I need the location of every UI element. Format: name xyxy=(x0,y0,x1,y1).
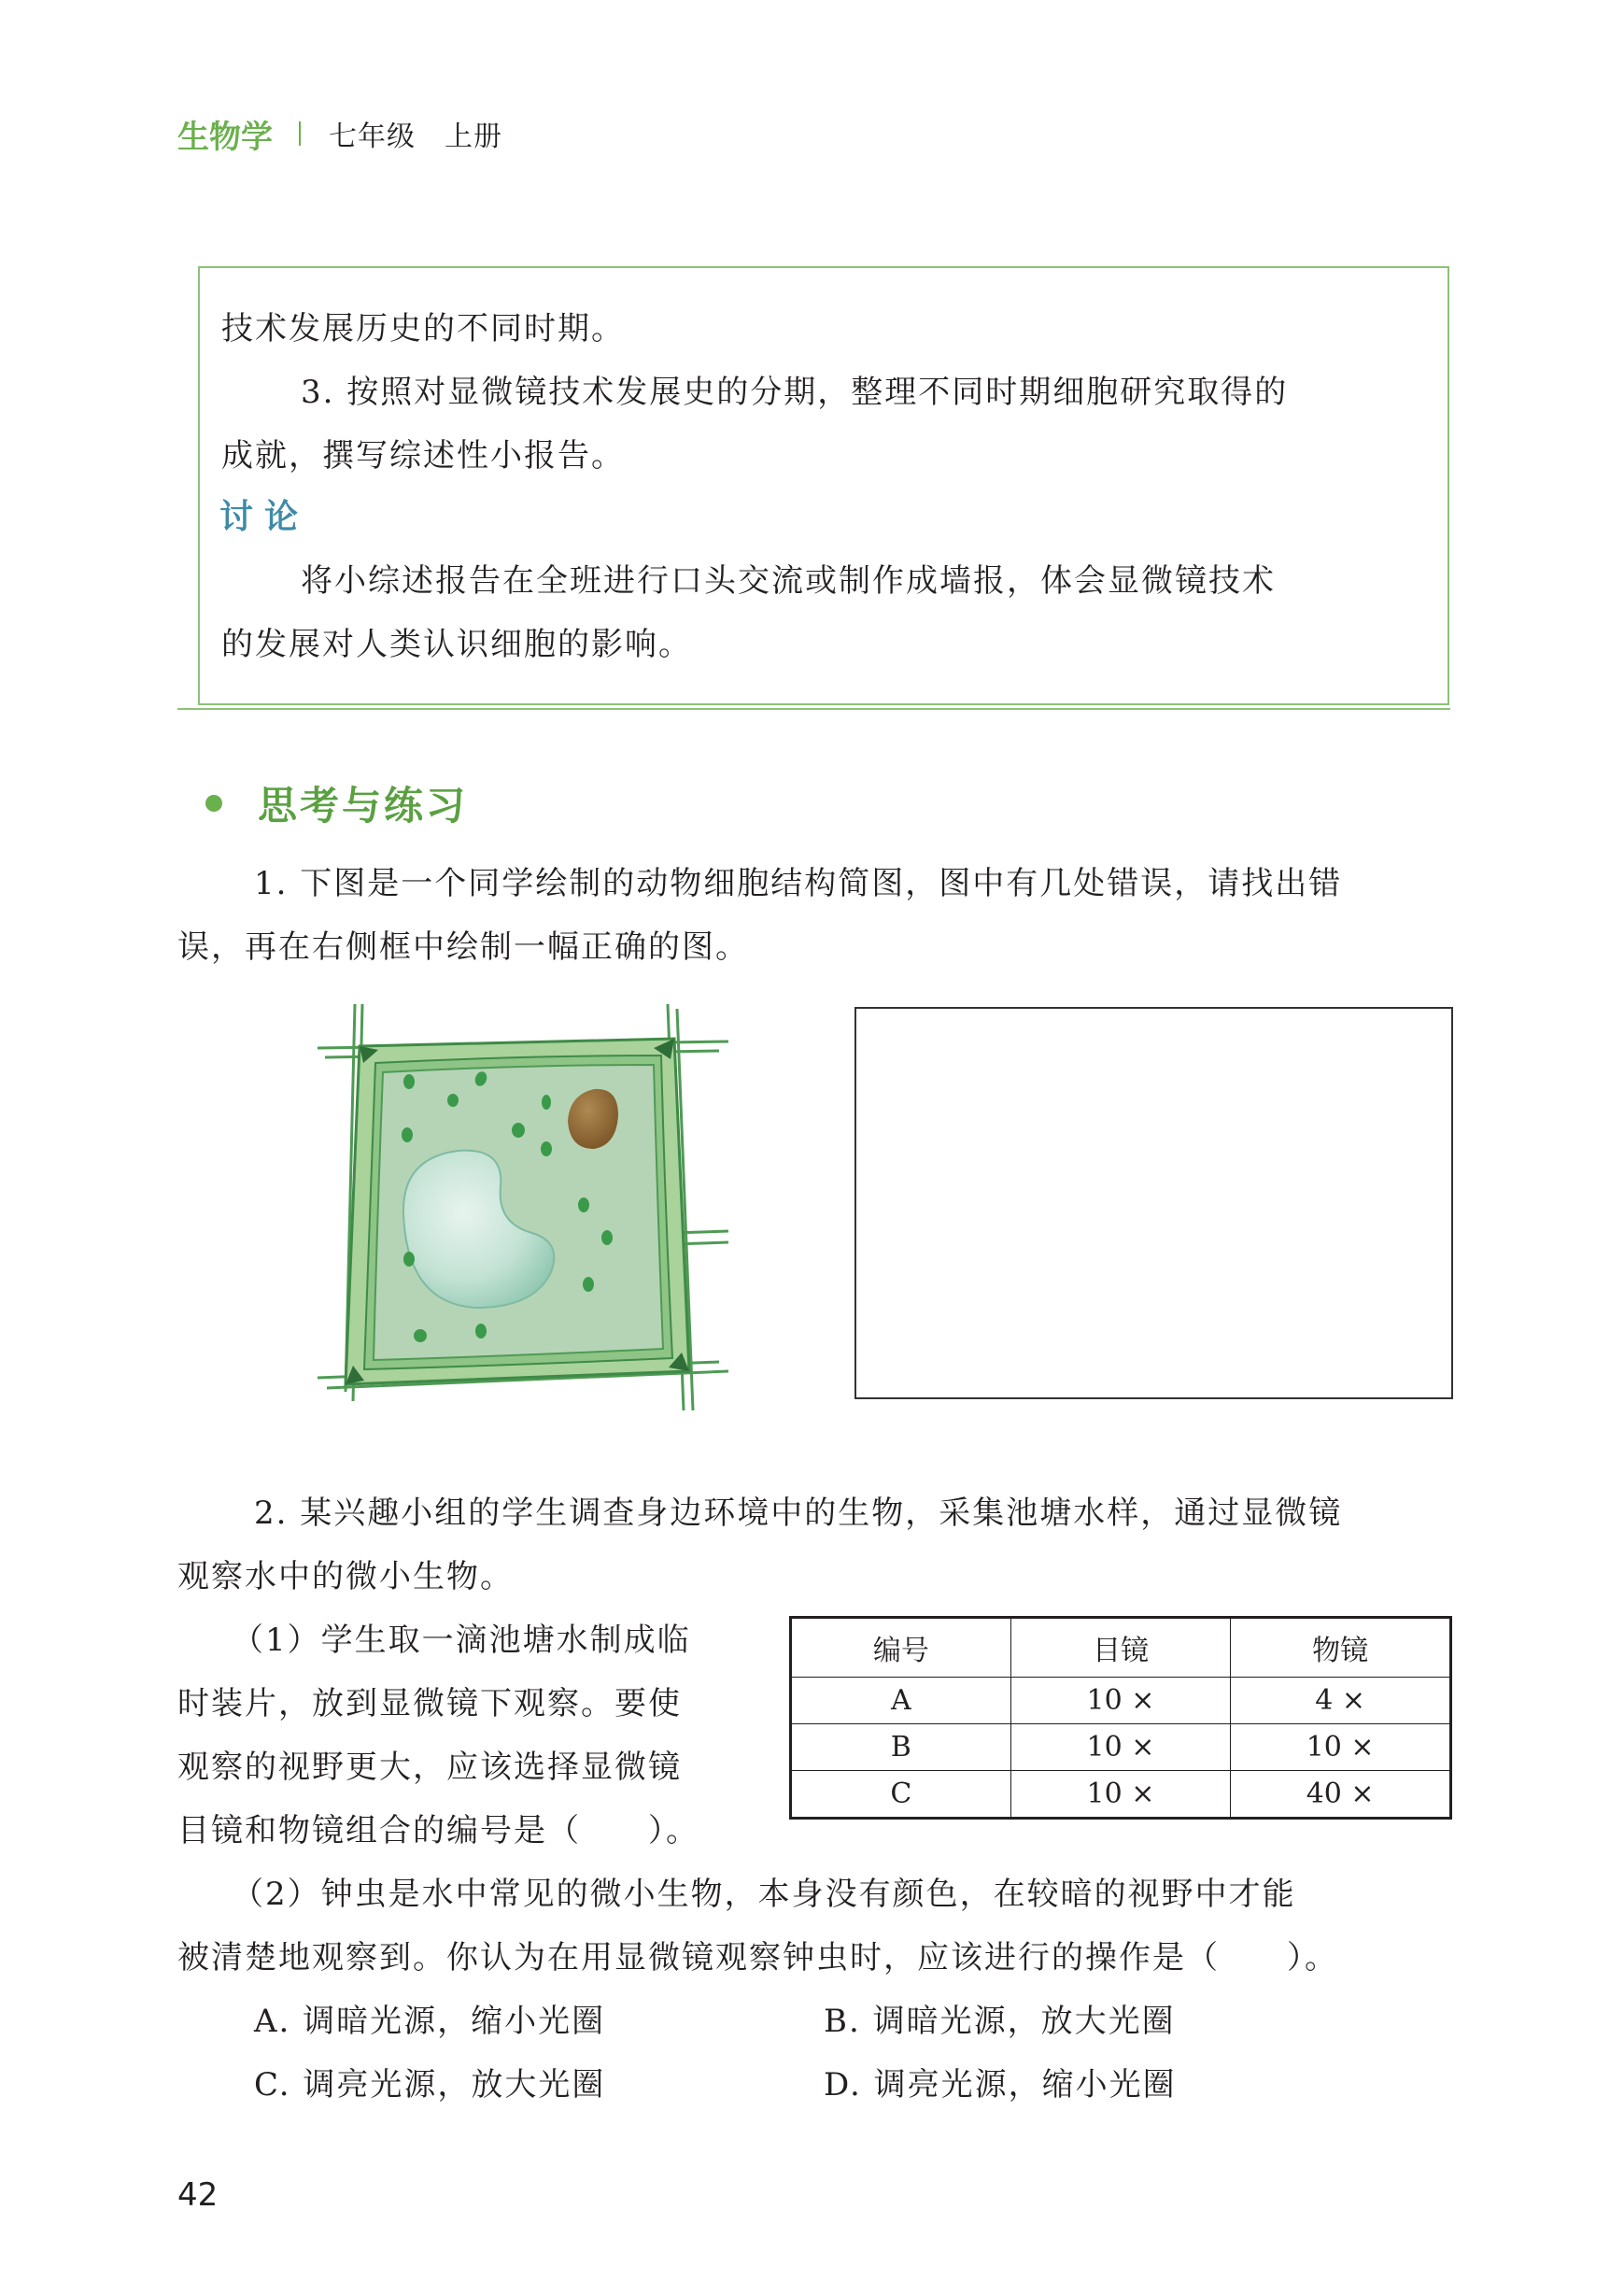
table-row xyxy=(791,1723,1451,1770)
lens-combination-table xyxy=(789,1616,1452,1820)
cell-diagram-illustration xyxy=(318,999,728,1410)
activity-item3-line: 成就，撰写综述性小报告。 xyxy=(221,437,625,475)
page-number: 42 xyxy=(177,2176,219,2214)
table-cell: A xyxy=(791,1677,1011,1723)
q2-text-line: 观察水中的微小生物。 xyxy=(177,1558,514,1595)
table-row xyxy=(791,1677,1451,1723)
header-divider xyxy=(299,121,301,146)
q2-1-text-line: 目镜和物镜组合的编号是（ ）。 xyxy=(177,1812,699,1849)
table-row xyxy=(791,1770,1451,1818)
q1-text-line: 误，再在右侧框中绘制一幅正确的图。 xyxy=(177,928,749,966)
q1-text-line: 1. 下图是一个同学绘制的动物细胞结构简图，图中有几处错误，请找出错 xyxy=(254,865,1343,902)
q2-1-text-line: 时装片，放到显微镜下观察。要使 xyxy=(177,1685,682,1722)
table-cell: B xyxy=(791,1723,1011,1770)
q2-2-text-line: （2）钟虫是水中常见的微小生物，本身没有颜色，在较暗的视野中才能 xyxy=(232,1876,1296,1913)
subject-title: 生物学 xyxy=(177,118,273,156)
table-header-cell: 编号 xyxy=(791,1618,1011,1678)
q2-1-text-line: （1）学生取一滴池塘水制成临 xyxy=(232,1622,691,1659)
option-b: B. 调暗光源，放大光圈 xyxy=(824,2003,1176,2040)
page-header xyxy=(177,110,502,157)
bullet-dot-icon xyxy=(205,795,222,812)
table-cell: 10 × xyxy=(1231,1723,1451,1770)
option-c: C. 调亮光源，放大光圈 xyxy=(254,2066,606,2104)
activity-box-bottom-rule xyxy=(177,708,1450,710)
q2-1-text-line: 观察的视野更大，应该选择显微镜 xyxy=(177,1749,682,1786)
grade-label: 七年级 上册 xyxy=(329,120,502,153)
activity-text-line: 技术发展历史的不同时期。 xyxy=(221,310,625,347)
option-d: D. 调亮光源，缩小光圈 xyxy=(824,2066,1177,2104)
table-header-cell: 物镜 xyxy=(1231,1618,1451,1678)
table-cell: C xyxy=(791,1770,1011,1818)
table-header-row xyxy=(791,1618,1451,1678)
activity-item3-line: 3. 按照对显微镜技术发展史的分期，整理不同时期细胞研究取得的 xyxy=(301,374,1289,411)
table-header-cell: 目镜 xyxy=(1010,1618,1231,1678)
discuss-text-line: 将小综述报告在全班进行口头交流或制作成墙报，体会显微镜技术 xyxy=(301,562,1276,600)
option-a: A. 调暗光源，缩小光圈 xyxy=(254,2003,606,2040)
table-cell: 4 × xyxy=(1231,1677,1451,1723)
exercise-section-heading xyxy=(205,775,468,831)
table-cell: 10 × xyxy=(1010,1770,1231,1818)
q2-text-line: 2. 某兴趣小组的学生调查身边环境中的生物，采集池塘水样，通过显微镜 xyxy=(254,1495,1343,1532)
table-cell: 40 × xyxy=(1231,1770,1451,1818)
table-cell: 10 × xyxy=(1010,1723,1231,1770)
section-title: 思考与练习 xyxy=(258,783,469,829)
discuss-heading: 讨论 xyxy=(219,498,310,536)
table-cell: 10 × xyxy=(1010,1677,1231,1723)
discuss-text-line: 的发展对人类认识细胞的影响。 xyxy=(221,626,692,663)
q2-2-text-line: 被清楚地观察到。你认为在用显微镜观察钟虫时，应该进行的操作是（ ）。 xyxy=(177,1939,1338,1976)
answer-drawing-box[interactable] xyxy=(854,1007,1453,1399)
